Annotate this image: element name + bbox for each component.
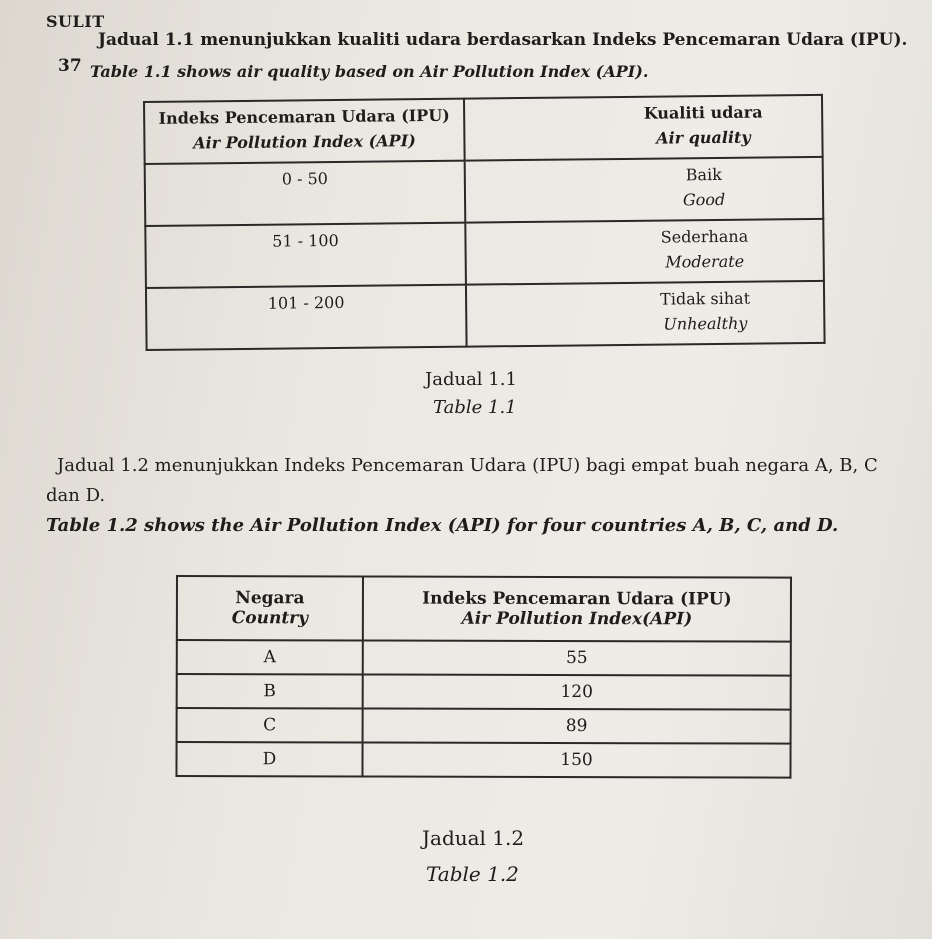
table-row [145,157,824,226]
table2-caption-malay: Jadual 1.2 [422,826,525,850]
table-row [146,281,825,350]
country-cell: C [177,708,363,742]
country-cell: A [177,640,363,674]
quality-english: Moderate [665,251,745,272]
header-country-malay: Negara [235,588,305,609]
api-cell: 55 [363,640,791,675]
paragraph-malay-line2: dan D. [46,485,106,506]
header-quality-english: Air quality [656,127,751,148]
table-row [177,708,791,744]
table-header-row [144,95,823,164]
header-api-english: Air Pollution Index (API) [193,131,416,153]
table-row [177,640,791,676]
table1-caption-english: Table 1.1 [433,397,517,418]
header-country-english: Country [231,608,309,629]
header-quality-malay: Kualiti udara [643,102,763,123]
quality-cell [465,219,824,285]
table-row [145,219,824,288]
header-quality [464,95,823,161]
paragraph-english: Table 1.2 shows the Air Pollution Index (API) for four countries A, B, C, and D. [46,515,839,536]
question-intro-english: Table 1.1 shows air quality based on Air Pollution Index (API). [90,62,649,81]
header-api-malay: Indeks Pencemaran Udara (IPU) [158,105,450,128]
quality-malay: Tidak sihat [660,288,751,309]
table-row [176,742,790,778]
quality-english: Good [682,189,726,210]
country-cell: D [176,742,362,776]
sulit-label: SULIT [46,12,105,31]
api-range: 51 - 100 [145,223,466,288]
country-cell: B [177,674,363,708]
question-number: 37 [58,56,82,76]
api-range: 0 - 50 [145,161,466,226]
table1-caption-malay: Jadual 1.1 [425,369,517,390]
quality-cell [466,281,825,347]
api-range: 101 - 200 [146,285,467,350]
header-api-english: Air Pollution Index(API) [461,608,693,630]
table-header-row [177,576,791,642]
table2-caption-english: Table 1.2 [426,862,519,886]
quality-malay: Baik [685,164,722,185]
header-api [363,576,791,641]
header-api [144,99,465,164]
quality-malay: Sederhana [660,226,749,247]
api-cell: 150 [362,742,790,777]
api-cell: 89 [363,708,791,743]
quality-english: Unhealthy [663,313,748,334]
table-row [177,674,791,710]
header-api-malay: Indeks Pencemaran Udara (IPU) [422,588,732,610]
air-quality-table [143,94,826,351]
api-cell: 120 [363,674,791,709]
quality-cell [465,157,824,223]
question-intro-malay: Jadual 1.1 menunjukkan kualiti udara berdasarkan Indeks Pencemaran Udara (IPU). [98,30,908,50]
paragraph-malay-line1: Jadual 1.2 menunjukkan Indeks Pencemaran Udara (IPU) bagi empat buah negara A, B, C [57,455,878,476]
header-country [177,576,363,640]
country-api-table [175,575,792,779]
